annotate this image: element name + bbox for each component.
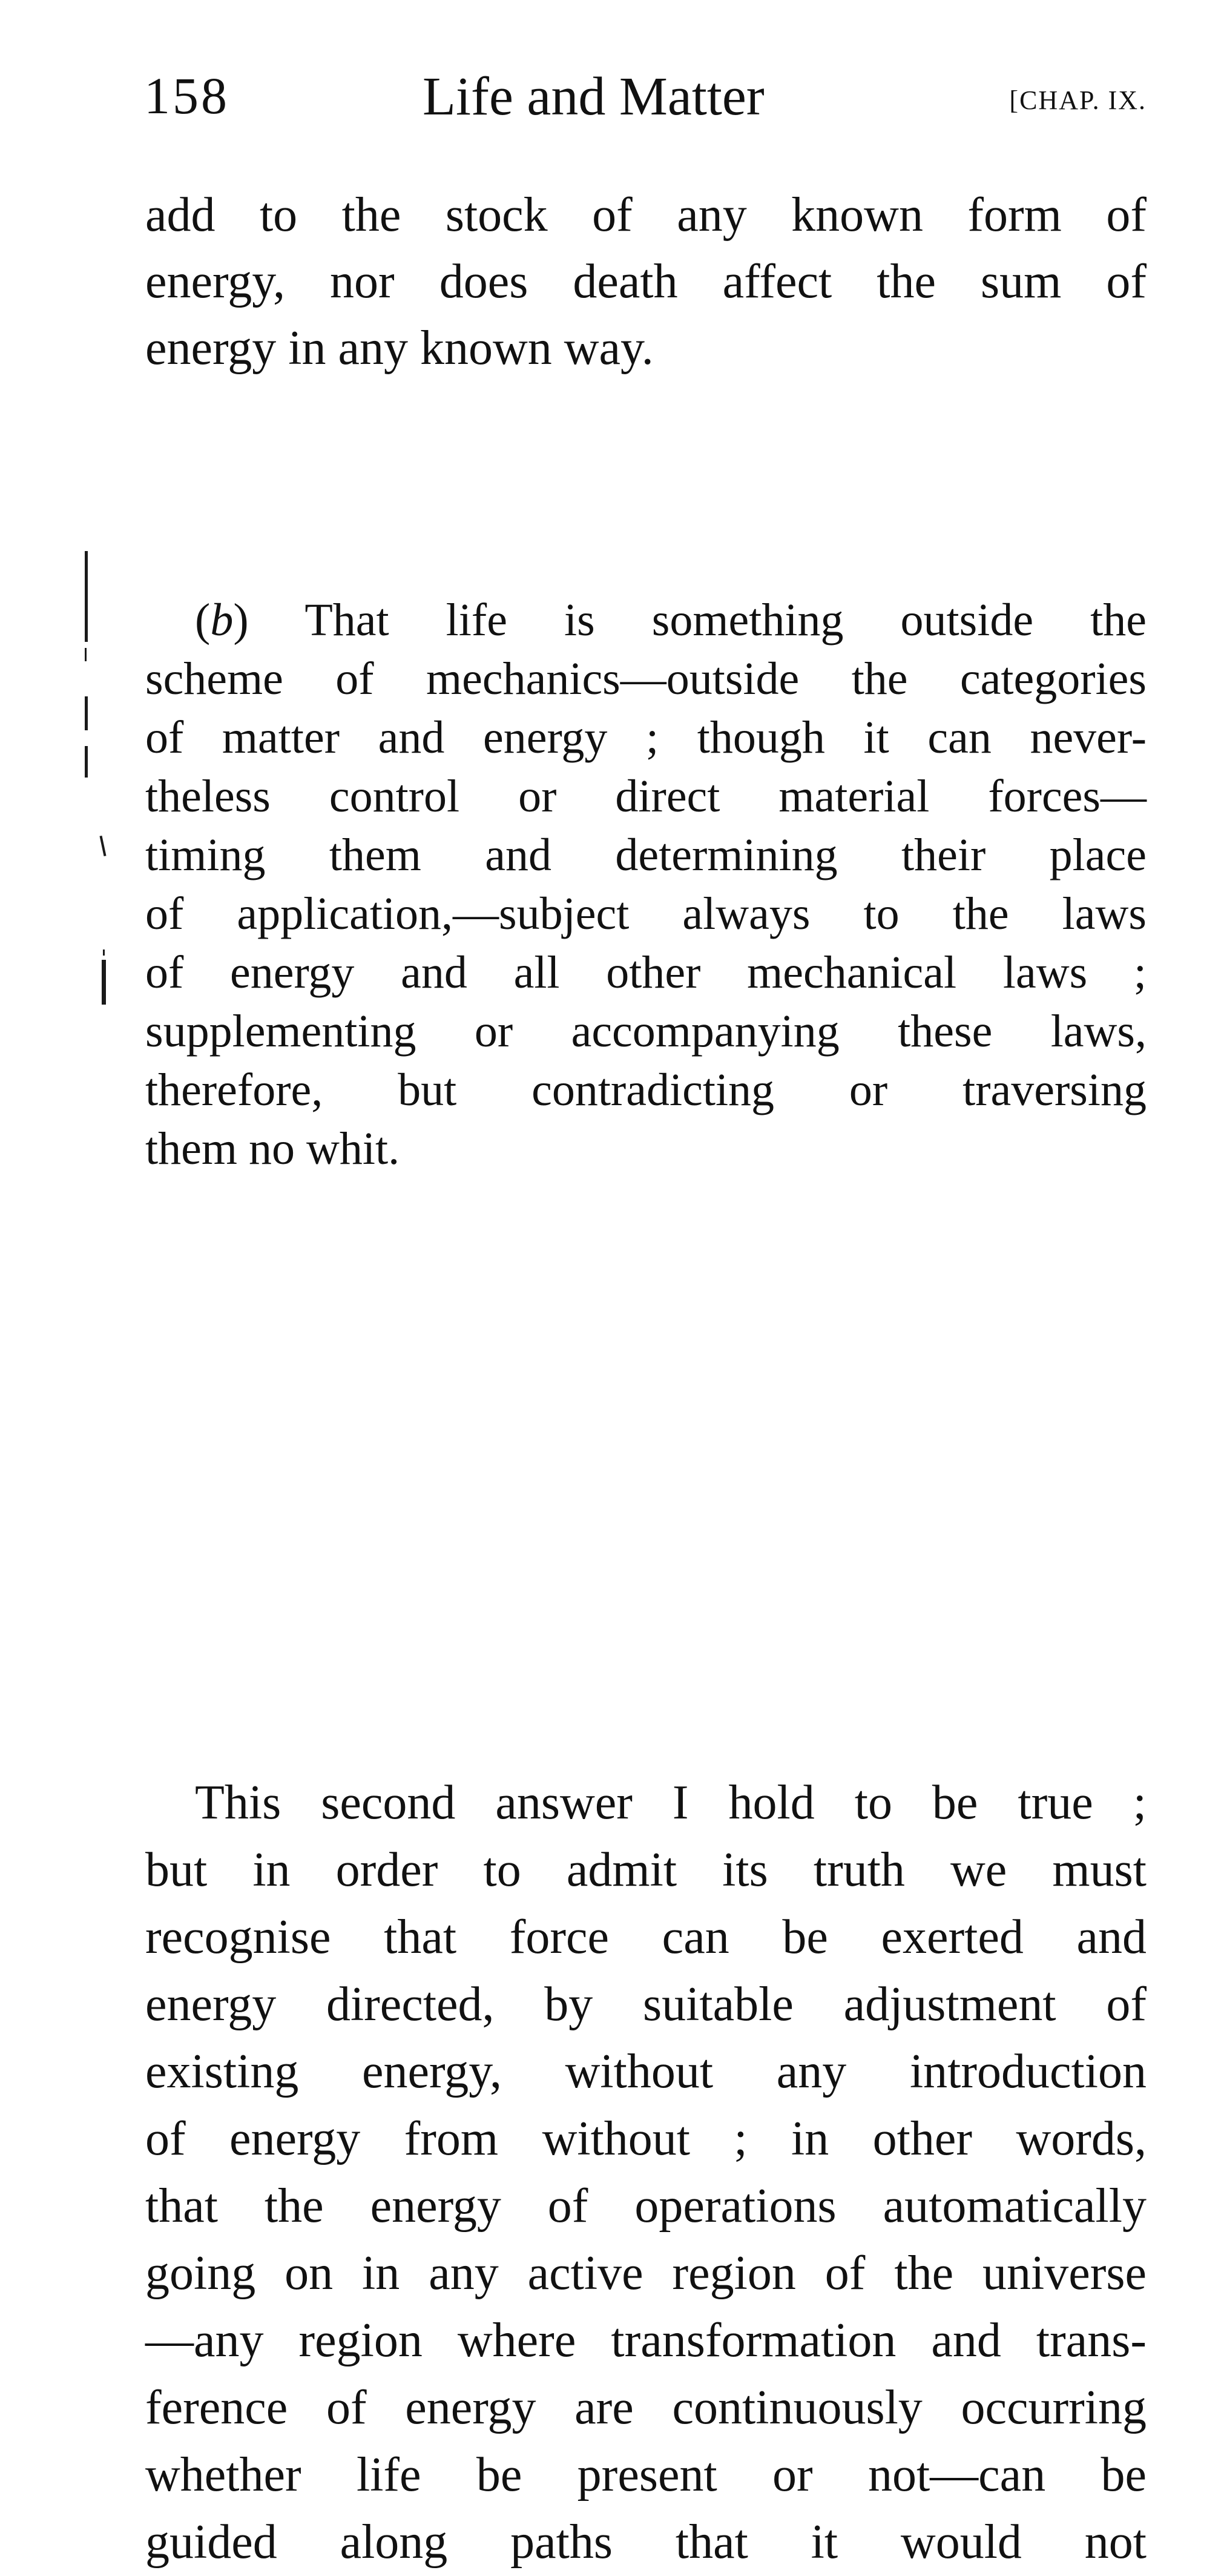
text-line: but in order to admit its truth we must [145,1843,1147,1897]
chapter-reference: [CHAP. IX. [1009,85,1147,115]
text-line: (b) That life is something outside the [195,595,1147,646]
margin-mark [85,746,88,778]
text-line: This second answer I hold to be true ; [195,1776,1147,1829]
text-line: energy in any known way. [145,322,654,375]
text-line: —any region where transformation and trans- [145,2314,1147,2367]
text-line: of energy from without ; in other words, [145,2112,1147,2165]
margin-mark [102,960,106,1005]
text-line: scheme of mechanics—outside the categories [145,653,1147,704]
margin-mark [103,949,105,956]
text-line: of energy and all other mechanical laws ; [145,947,1147,998]
text-line: theless control or direct material forces— [145,771,1147,822]
text-line: energy, nor does death affect the sum of [145,255,1147,308]
text-line: going on in any active region of the universe [145,2247,1147,2300]
page-number: 158 [144,67,229,125]
text-line: recognise that force can be exerted and [145,1911,1147,1964]
paragraph-3 [145,1769,1147,2576]
margin-mark [100,836,107,856]
text-line: energy directed, by suitable adjustment of [145,1978,1147,2031]
margin-mark [85,696,88,730]
text-line: that the energy of operations automatically [145,2179,1147,2233]
text-line: guided along paths that it would not [145,2515,1147,2569]
text-line: add to the stock of any known form of [145,188,1147,242]
margin-mark [85,551,88,642]
paragraph-1 [145,182,1147,381]
text-line: supplementing or accompanying these laws, [145,1006,1147,1057]
text-line: them no whit. [145,1123,400,1174]
text-line: therefore, but contradicting or traversing [145,1065,1147,1115]
text-line: existing energy, without any introduction [145,2045,1147,2098]
margin-mark [85,648,87,661]
text-line: timing them and determining their place [145,830,1147,880]
text-line: of application,—subject always to the laws [145,888,1147,939]
text-line: ference of energy are continuously occurring [145,2381,1147,2434]
text-line: whether life be present or not—can be [145,2448,1147,2502]
running-title: Life and Matter [423,67,765,127]
text-line: of matter and energy ; though it can never- [145,712,1147,763]
paragraph-2 [145,591,1147,1178]
running-header [144,65,1147,132]
